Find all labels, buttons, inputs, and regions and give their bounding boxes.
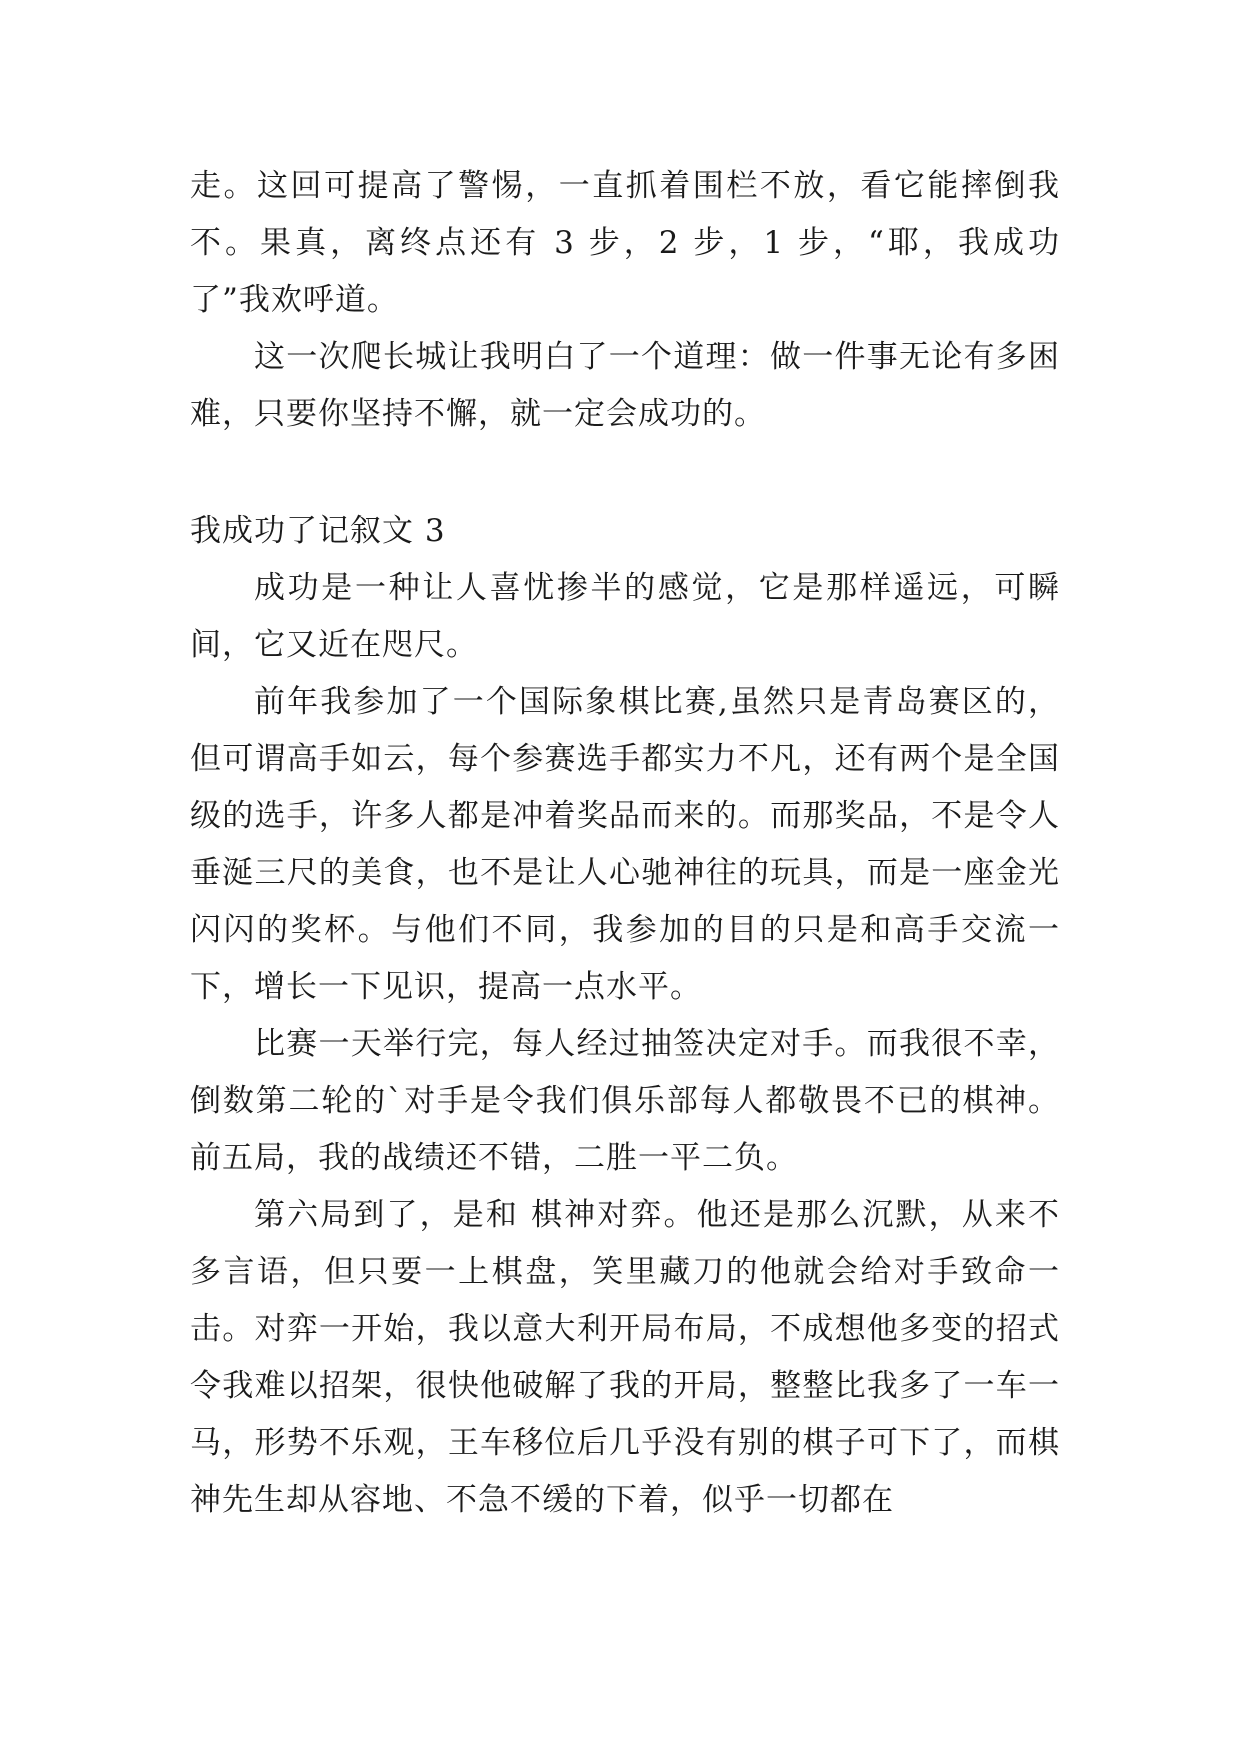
section-heading: 我成功了记叙文 3 <box>190 513 446 549</box>
paragraph-sixth-game: 第六局到了，是和 棋神对弈。他还是那么沉默，从来不多言语，但只要一上棋盘，笑里藏刀的他就会给对手致命一击。对弈一开始，我以意大利开局布局，不成想他多变的招式令我难以招架，很快他破解了我的开局，整整比我多了一车一马，形势不乐观，王车移位后几乎没有别的棋子可下了，而棋神先生却从容地、不急不缓的下着，似乎一切都在 <box>190 1197 1060 1518</box>
document-body <box>190 158 1060 1529</box>
paragraph-lesson: 这一次爬长城让我明白了一个道理：做一件事无论有多困难，只要你坚持不懈，就一定会成功的。 <box>190 339 1060 432</box>
paragraph-intro: 成功是一种让人喜忧掺半的感觉，它是那样遥远，可瞬间，它又近在咫尺。 <box>190 570 1060 663</box>
paragraph-continuation: 走。这回可提高了警惕，一直抓着围栏不放，看它能摔倒我不。果真，离终点还有 3 步，2 步，1 步，“耶，我成功了”我欢呼道。 <box>190 168 1060 318</box>
paragraph-draw: 比赛一天举行完，每人经过抽签决定对手。而我很不幸，倒数第二轮的`对手是令我们俱乐部每人都敬畏不已的棋神。前五局，我的战绩还不错，二胜一平二负。 <box>190 1026 1060 1176</box>
paragraph-competition: 前年我参加了一个国际象棋比赛,虽然只是青岛赛区的，但可谓高手如云，每个参赛选手都实力不凡，还有两个是全国级的选手，许多人都是冲着奖品而来的。而那奖品，不是令人垂涎三尺的美食，也不是让人心驰神往的玩具，而是一座金光闪闪的奖杯。与他们不同，我参加的目的只是和高手交流一下，增长一下见识，提高一点水平。 <box>190 684 1060 1005</box>
